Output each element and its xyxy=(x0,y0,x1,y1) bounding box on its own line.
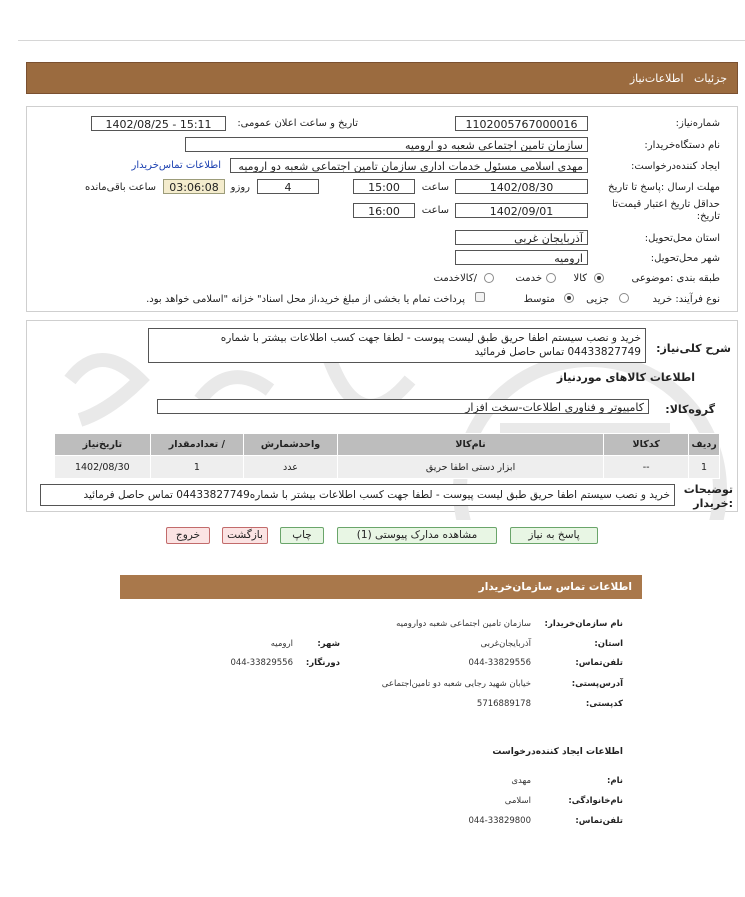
buyer-contact-link[interactable]: اطلاعات تماس‌خریدار xyxy=(131,160,221,171)
breadcrumb xyxy=(630,72,727,85)
summary-text: خرید و نصب سیستم اطفا حریق طبق لیست پیوست - لطفا جهت کسب اطلاعات بیشتر با شماره 04433827749 تماس حاصل فرمائید xyxy=(148,328,646,363)
goods-group-label: گروه‌کالا: xyxy=(665,403,715,416)
header-bar xyxy=(26,62,738,94)
validity-time-field[interactable]: 16:00 xyxy=(353,203,415,218)
cell-name: ابزار دستی اطفا حریق xyxy=(337,456,603,479)
category-service-radio[interactable] xyxy=(546,273,556,283)
process-medium-radio[interactable] xyxy=(564,293,574,303)
breadcrumb-details[interactable]: جزئیات xyxy=(694,72,727,85)
cell-unit: عدد xyxy=(244,456,338,479)
buyer-notes-label-1: توضیحات xyxy=(683,483,733,496)
validity-label-1: حداقل تاریخ اعتبار قیمت‌تا xyxy=(612,199,720,210)
goods-info-label: اطلاعات کالاهای موردنیاز xyxy=(556,371,695,384)
days-field[interactable]: 4 xyxy=(257,179,319,194)
contact-postal-value: 5716889178 xyxy=(476,699,531,709)
province-field[interactable]: آذربایجان غربی xyxy=(455,230,588,245)
validity-date-field[interactable]: 1402/09/01 xyxy=(455,203,588,218)
category-goods-label: کالا xyxy=(573,273,587,284)
days-label: روزو xyxy=(230,182,250,193)
breadcrumb-need-info[interactable]: اطلاعات‌نیاز xyxy=(629,72,684,85)
view-docs-button[interactable]: مشاهده مدارک پیوستی (1) xyxy=(337,527,497,544)
contact-org-label: نام سازمان‌خریدار: xyxy=(544,619,623,629)
category-goods-radio[interactable] xyxy=(594,273,604,283)
items-table xyxy=(54,433,720,479)
col-unit: واحدشمارش xyxy=(244,434,338,456)
col-name: نام‌کالا xyxy=(337,434,603,456)
reply-button[interactable]: پاسخ به نیاز xyxy=(510,527,598,544)
creator-phone-value: 044-33829800 xyxy=(468,816,531,826)
remaining-label: ساعت باقی‌مانده xyxy=(84,182,156,193)
province-label: استان محل‌تحویل: xyxy=(644,233,720,244)
col-code: کدکالا xyxy=(604,434,689,456)
category-service-label: خدمت xyxy=(515,273,542,284)
cell-date: 1402/08/30 xyxy=(55,456,151,479)
buyer-org-field[interactable]: سازمان تامین اجتماعی شعبه دو ارومیه xyxy=(185,137,588,152)
buyer-org-label: نام دستگاه‌خریدار: xyxy=(644,140,720,151)
creator-family-label: نام‌خانوادگی: xyxy=(568,796,623,806)
top-divider xyxy=(18,40,745,41)
announce-label: تاریخ و ساعت اعلان عمومی: xyxy=(237,118,358,129)
validity-time-label: ساعت xyxy=(421,205,449,216)
deadline-time-label: ساعت xyxy=(421,182,449,193)
treasury-checkbox[interactable] xyxy=(475,292,485,302)
creator-field[interactable]: مهدی اسلامی مسئول خدمات اداری سازمان تامین اجتماعی شعبه دو ارومیه xyxy=(230,158,588,173)
creator-info-header: اطلاعات ایجاد کننده‌درخواست xyxy=(492,747,623,757)
creator-label: ایجاد کننده‌درخواست: xyxy=(631,161,720,172)
category-both-radio[interactable] xyxy=(484,273,494,283)
deadline-time-field[interactable]: 15:00 xyxy=(353,179,415,194)
print-button[interactable]: چاپ xyxy=(280,527,324,544)
contact-address-label: آدرس‌پستی: xyxy=(571,679,623,689)
contact-phone-value: 044-33829556 xyxy=(468,658,531,668)
cell-qty: 1 xyxy=(150,456,243,479)
contact-province-value: آذربایجان‌غربی xyxy=(480,639,531,649)
category-label: طبقه بندی :موضوعی xyxy=(631,273,720,284)
deadline-label: مهلت ارسال :پاسخ تا تاریخ xyxy=(608,182,720,193)
contact-address-value: خیابان شهید رجایی شعبه دو تامین‌اجتماعی xyxy=(381,679,531,689)
buyer-notes-text: خرید و نصب سیستم اطفا حریق طبق لیست پیوست - لطفا جهت کسب اطلاعات بیشتر با شماره04433827749 تماس حاصل فرمائید xyxy=(40,484,675,506)
contact-fax-value: 044-33829556 xyxy=(230,658,293,668)
remaining-time-field: 03:06:08 xyxy=(163,179,225,194)
announce-field[interactable]: 1402/08/25 - 15:11 xyxy=(91,116,226,131)
cell-code: -- xyxy=(604,456,689,479)
contact-org-value: سازمان تامین اجتماعی شعبه دوارومیه xyxy=(396,619,531,629)
table-row[interactable] xyxy=(55,456,720,479)
contact-city-label: شهر: xyxy=(317,639,340,649)
creator-name-label: نام: xyxy=(606,776,623,786)
table-header-row xyxy=(55,434,720,456)
contact-header: اطلاعات تماس سازمان‌خریدار xyxy=(120,575,642,599)
creator-family-value: اسلامی xyxy=(504,796,531,806)
summary-label: شرح کلی‌نیاز: xyxy=(656,342,731,355)
process-label: نوع فرآیند: خرید xyxy=(652,294,720,305)
city-label: شهر محل‌تحویل: xyxy=(650,253,720,264)
goods-group-field[interactable]: کامپیوتر و فناوری اطلاعات-سخت افزار xyxy=(157,399,649,414)
creator-phone-label: تلفن‌تماس: xyxy=(575,816,623,826)
back-button[interactable]: بازگشت xyxy=(222,527,268,544)
contact-phone-label: تلفن‌تماس: xyxy=(575,658,623,668)
process-medium-label: متوسط xyxy=(523,294,555,305)
col-qty: / تعدادمقدار xyxy=(150,434,243,456)
contact-province-label: استان: xyxy=(594,639,623,649)
contact-postal-label: کدپستی: xyxy=(585,699,623,709)
creator-name-value: مهدی xyxy=(511,776,531,786)
need-number-field[interactable]: 1102005767000016 xyxy=(455,116,588,131)
payment-note: پرداخت تمام یا بخشی از مبلغ خرید،از محل اسناد" خزانه "اسلامی خواهد بود. xyxy=(146,294,465,305)
need-number-label: شماره‌نیاز: xyxy=(675,118,720,129)
process-partial-label: جزیی xyxy=(586,294,609,305)
process-partial-radio[interactable] xyxy=(619,293,629,303)
category-both-label: /کالاخدمت xyxy=(433,273,477,284)
contact-city-value: ارومیه xyxy=(270,639,293,649)
city-field[interactable]: ارومیه xyxy=(455,250,588,265)
deadline-date-field[interactable]: 1402/08/30 xyxy=(455,179,588,194)
buyer-notes-label-2: :خریدار xyxy=(693,497,733,510)
contact-fax-label: دورنگار: xyxy=(305,658,340,668)
col-date: تاریخ‌نیاز xyxy=(55,434,151,456)
exit-button[interactable]: خروج xyxy=(166,527,210,544)
cell-row: 1 xyxy=(689,456,720,479)
col-row: ردیف xyxy=(689,434,720,456)
validity-label-2: تاریخ: xyxy=(696,211,720,222)
